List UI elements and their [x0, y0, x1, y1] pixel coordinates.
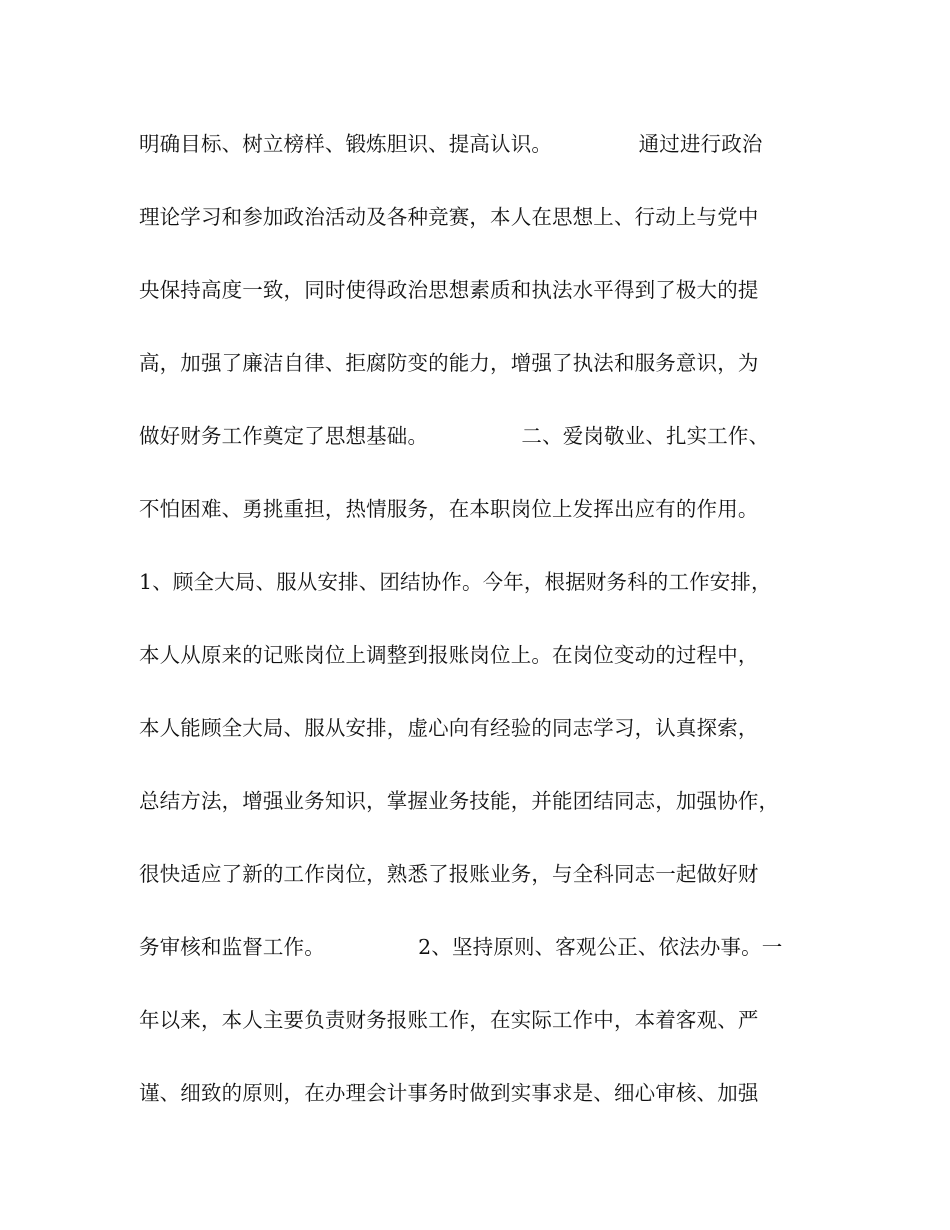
text-line-11: 很快适应了新的工作岗位，熟悉了报账业务，与全科同志一起做好财	[139, 862, 759, 886]
text-line-14: 谨、细致的原则，在办理会计事务时做到实事求是、细心审核、加强	[139, 1081, 759, 1105]
text-line-9: 本人能顾全大局、服从安排，虚心向有经验的同志学习，认真探索，	[139, 716, 759, 740]
text-line-10: 总结方法，增强业务知识，掌握业务技能，并能团结同志，加强协作，	[139, 789, 780, 813]
text-line-7: 1、顾全大局、服从安排、团结协作。今年，根据财务科的工作安排，	[139, 570, 772, 594]
text-line-13: 年以来，本人主要负责财务报账工作，在实际工作中，本着客观、严	[139, 1008, 759, 1032]
body-text	[139, 122, 819, 1144]
text-line-3: 央保持高度一致，同时使得政治思想素质和执法水平得到了极大的提	[139, 278, 759, 302]
text-line-5: 做好财务工作奠定了思想基础。 二、爱岗敬业、扎实工作、	[139, 424, 770, 448]
text-line-2: 理论学习和参加政治活动及各种竞赛，本人在思想上、行动上与党中	[139, 205, 759, 229]
text-line-1: 明确目标、树立榜样、锻炼胆识、提高认识。 通过进行政治	[139, 132, 763, 156]
text-line-8: 本人从原来的记账岗位上调整到报账岗位上。在岗位变动的过程中，	[139, 643, 759, 667]
text-line-12: 务审核和监督工作。 2、坚持原则、客观公正、依法办事。一	[139, 935, 783, 959]
text-line-4: 高，加强了廉洁自律、拒腐防变的能力，增强了执法和服务意识，为	[139, 351, 759, 375]
text-line-6: 不怕困难、勇挑重担，热情服务，在本职岗位上发挥出应有的作用。	[139, 497, 759, 521]
